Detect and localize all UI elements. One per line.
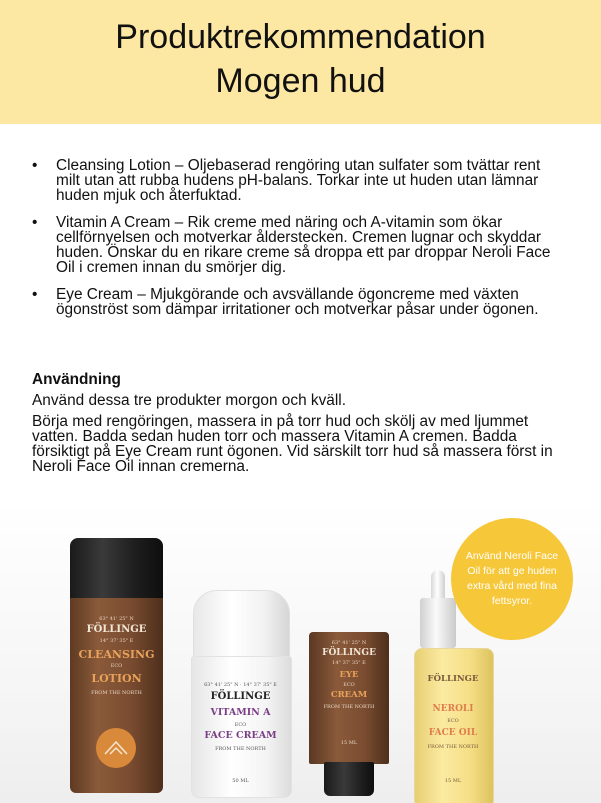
bottle-eco: ECO bbox=[110, 663, 123, 669]
product-text: Eye Cream – Mjukgörande och avsvällande ögoncreme med växten ögonströst som dämpar irritationer och motverkar påsar under ögonen. bbox=[56, 286, 539, 318]
bottle-eco: ECO bbox=[343, 682, 355, 688]
brand-logo-icon bbox=[96, 728, 136, 768]
bottle-product-line: FACE CREAM bbox=[204, 730, 277, 741]
bottle-product-line: EYE bbox=[339, 670, 359, 680]
bottle-coords: 63° 41' 25" N · 14° 37' 35" E bbox=[204, 682, 277, 688]
vitamin-a-cream-bottle bbox=[191, 590, 290, 796]
usage-paragraph: Börja med rengöringen, massera in på torr hud och skölj av med ljummet vatten. Badda sedan huden torr och massera Vitamin A cremen. Badda försiktigt på Eye Cream runt ögonen. Vid särskilt torr hud så massera först in Neroli Face Oil innan cremerna. bbox=[32, 413, 553, 475]
bottle-volume: 15 ML bbox=[444, 778, 462, 784]
bottle-brand: FÖLLINGE bbox=[210, 691, 271, 702]
bottle-coords: 63° 41' 25" N bbox=[99, 616, 134, 622]
bottle-eco: ECO bbox=[234, 722, 247, 728]
bottle-brand: FÖLLINGE bbox=[86, 624, 147, 635]
bottle-coords: 14° 37' 35" E bbox=[332, 660, 366, 666]
bottle-brand: FÖLLINGE bbox=[322, 648, 376, 658]
bottle-tagline: FROM THE NORTH bbox=[323, 704, 375, 710]
bottle-product-line: VITAMIN A bbox=[210, 707, 271, 718]
bottle-volume: 50 ML bbox=[232, 778, 249, 784]
bottle-coords: 14° 37' 35" E bbox=[99, 638, 134, 644]
bottle-coords: 63° 41' 25" N bbox=[331, 640, 367, 646]
product-item-vitamin-a: • Vitamin A Cream – Rik creme med näring och A-vitamin som ökar cellförnyelsen och motverkar ålderstecken. Cremen lugnar och skyddar huden. Önskar du en rikare creme så droppa ett par droppar Neroli Face Oil i cremen innan du smörjer dig. bbox=[32, 214, 551, 276]
bottle-product-line: FACE OIL bbox=[428, 728, 478, 738]
usage-heading: Användning bbox=[32, 371, 121, 388]
bottle-tagline: FROM THE NORTH bbox=[91, 690, 142, 696]
bottle-brand: FÖLLINGE bbox=[427, 674, 479, 684]
neroli-tip-callout bbox=[451, 518, 573, 640]
product-item-eye-cream: • Eye Cream – Mjukgörande och avsvällande ögoncreme med växten ögonströst som dämpar irritationer och motverkar påsar under ögonen. bbox=[32, 286, 539, 318]
product-list bbox=[32, 158, 562, 329]
title-banner bbox=[0, 0, 601, 124]
bottle-product-line: CREAM bbox=[330, 690, 368, 700]
product-item-cleansing: • Cleansing Lotion – Oljebaserad rengöring utan sulfater som tvättar rent milt utan att rubba hudens pH-balans. Torkar inte ut huden utan lämnar huden mjuk och återfuktad. bbox=[32, 157, 541, 204]
bottle-eco: ECO bbox=[447, 718, 459, 724]
bottle-volume: 15 ML bbox=[340, 740, 358, 746]
cleansing-lotion-bottle bbox=[70, 538, 163, 793]
bottle-tagline: FROM THE NORTH bbox=[215, 746, 266, 752]
page-title: Produktrekommendation bbox=[115, 18, 486, 56]
page-subtitle: Mogen hud bbox=[215, 62, 386, 100]
eye-cream-tube bbox=[309, 632, 389, 796]
usage-section bbox=[32, 372, 572, 480]
bottle-product-line: NEROLI bbox=[432, 704, 474, 714]
bottle-product-line: CLEANSING bbox=[78, 648, 155, 661]
product-text: Cleansing Lotion – Oljebaserad rengöring utan sulfater som tvättar rent milt utan att rubba hudens pH-balans. Torkar inte ut huden utan lämnar huden mjuk och återfuktad. bbox=[56, 157, 541, 204]
bottle-product-line: LOTION bbox=[91, 672, 142, 685]
bottle-tagline: FROM THE NORTH bbox=[427, 744, 479, 750]
product-text: Vitamin A Cream – Rik creme med näring och A-vitamin som ökar cellförnyelsen och motverkar ålderstecken. Cremen lugnar och skyddar huden. Önskar du en rikare creme så droppa ett par droppar Neroli Face Oil i cremen innan du smörjer dig. bbox=[56, 214, 551, 276]
callout-text: Använd Neroli Face Oil för att ge huden extra vård med fina fettsyror. bbox=[465, 550, 559, 607]
usage-line: Använd dessa tre produkter morgon och kväll. bbox=[32, 392, 346, 409]
